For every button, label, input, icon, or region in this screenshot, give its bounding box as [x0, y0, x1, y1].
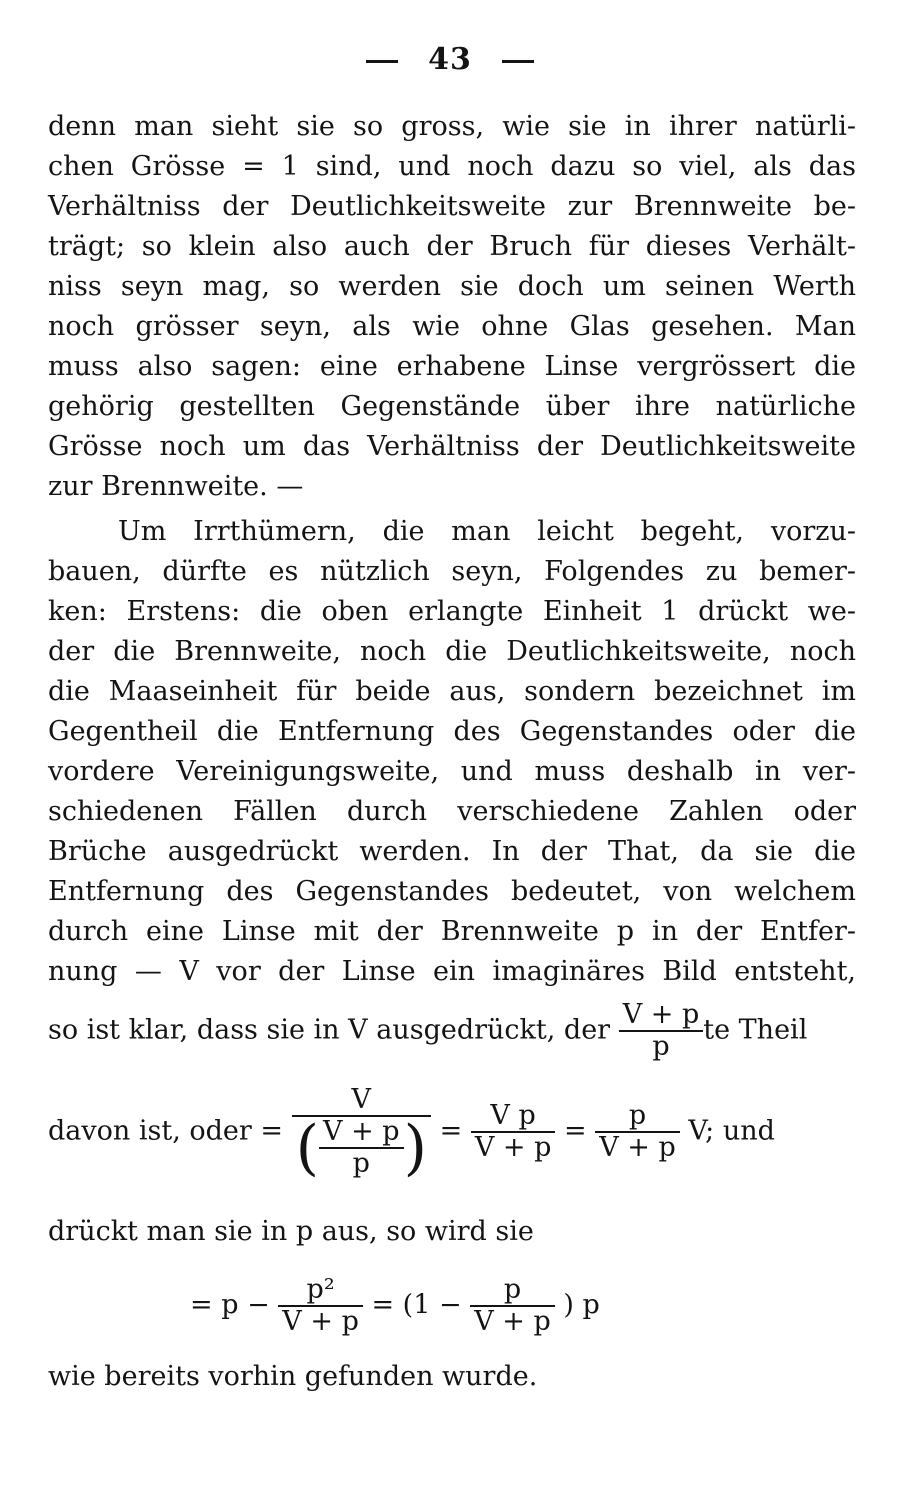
page-number: 43 — [0, 42, 900, 77]
fraction-p-over-v-plus-p-2: $\frac{p}{V + p}$ — [470, 1275, 555, 1337]
text-line-last: wie bereits vorhin gefunden wurde. — [48, 1361, 538, 1392]
math-line-4: = p − $\frac{\text{p²}}{V + p}$ = (1 − $\frac{p}{V + p}$ ) p — [190, 1274, 600, 1337]
text-line-4: trägt; so klein also auch der Bruch für dieses Verhält- — [48, 231, 856, 262]
math-line-1: so ist klar, dass sie in V ausgedrückt, der $\frac{V + p}{p}$ te Theil — [48, 999, 808, 1062]
math-line-2: davon ist, oder = V ( $\frac{V + p}{p}$ ) = $\frac{\text{V p}}{V + p}$ = $\frac{p}{V + p}$ V; und — [48, 1084, 775, 1183]
text-line-13: ken: Erstens: die oben erlangte Einheit 1 drückt we- — [48, 596, 856, 627]
fraction-compound: V ( $\frac{V + p}{p}$ ) — [292, 1085, 431, 1179]
text-line-16: Gegentheil die Entfernung des Gegenstandes oder die — [48, 716, 856, 747]
text-line-9: Grösse noch um das Verhältniss der Deutlichkeitsweite — [48, 431, 856, 462]
text-line-12: bauen, dürfte es nützlich seyn, Folgendes zu bemer- — [48, 556, 856, 587]
dash-right — [502, 60, 534, 63]
text-line-20: Entfernung des Gegenstandes bedeutet, von welchem — [48, 876, 856, 907]
text-line-2: chen Grösse = 1 sind, und noch dazu so viel, als das — [48, 151, 856, 182]
text-line-7: muss also sagen: eine erhabene Linse vergrössert die — [48, 351, 856, 382]
text-line-11: Um Irrthümern, die man leicht begeht, vorzu- — [118, 516, 856, 547]
text-line-18: schiedenen Fällen durch verschiedene Zahlen oder — [48, 796, 856, 827]
text-line-5: niss seyn mag, so werden sie doch um seinen Werth — [48, 271, 856, 302]
text-line-10: zur Brennweite. — — [48, 471, 304, 502]
text-line-1: denn man sieht sie so gross, wie sie in ihrer natürli- — [48, 111, 856, 142]
text-line-14: der die Brennweite, noch die Deutlichkeitsweite, noch — [48, 636, 856, 667]
dash-left — [366, 60, 398, 63]
fraction-p-over-v-plus-p: $\frac{p}{V + p}$ — [595, 1101, 680, 1163]
text-line-3: Verhältniss der Deutlichkeitsweite zur Brennweite be- — [48, 191, 856, 222]
fraction-p-squared-over-v-plus-p: $\frac{\text{p²}}{V + p}$ — [278, 1275, 363, 1337]
text-line-17: vordere Vereinigungsweite, und muss deshalb in ver- — [48, 756, 856, 787]
text-line-21: durch eine Linse mit der Brennweite p in der Entfer- — [48, 916, 856, 947]
fraction-v-plus-p-over-p: $\frac{V + p}{p}$ — [619, 1000, 704, 1062]
text-line-6: noch grösser seyn, als wie ohne Glas gesehen. Man — [48, 311, 856, 342]
fraction-vp-over-v-plus-p: $\frac{\text{V p}}{V + p}$ — [471, 1101, 556, 1163]
text-line-19: Brüche ausgedrückt werden. In der That, da sie die — [48, 836, 856, 867]
math-line-3: drückt man sie in p aus, so wird sie — [48, 1216, 534, 1247]
text-line-8: gehörig gestellten Gegenstände über ihre natürliche — [48, 391, 856, 422]
text-line-22: nung — V vor der Linse ein imaginäres Bild entsteht, — [48, 956, 856, 987]
text-line-15: die Maaseinheit für beide aus, sondern bezeichnet im — [48, 676, 856, 707]
